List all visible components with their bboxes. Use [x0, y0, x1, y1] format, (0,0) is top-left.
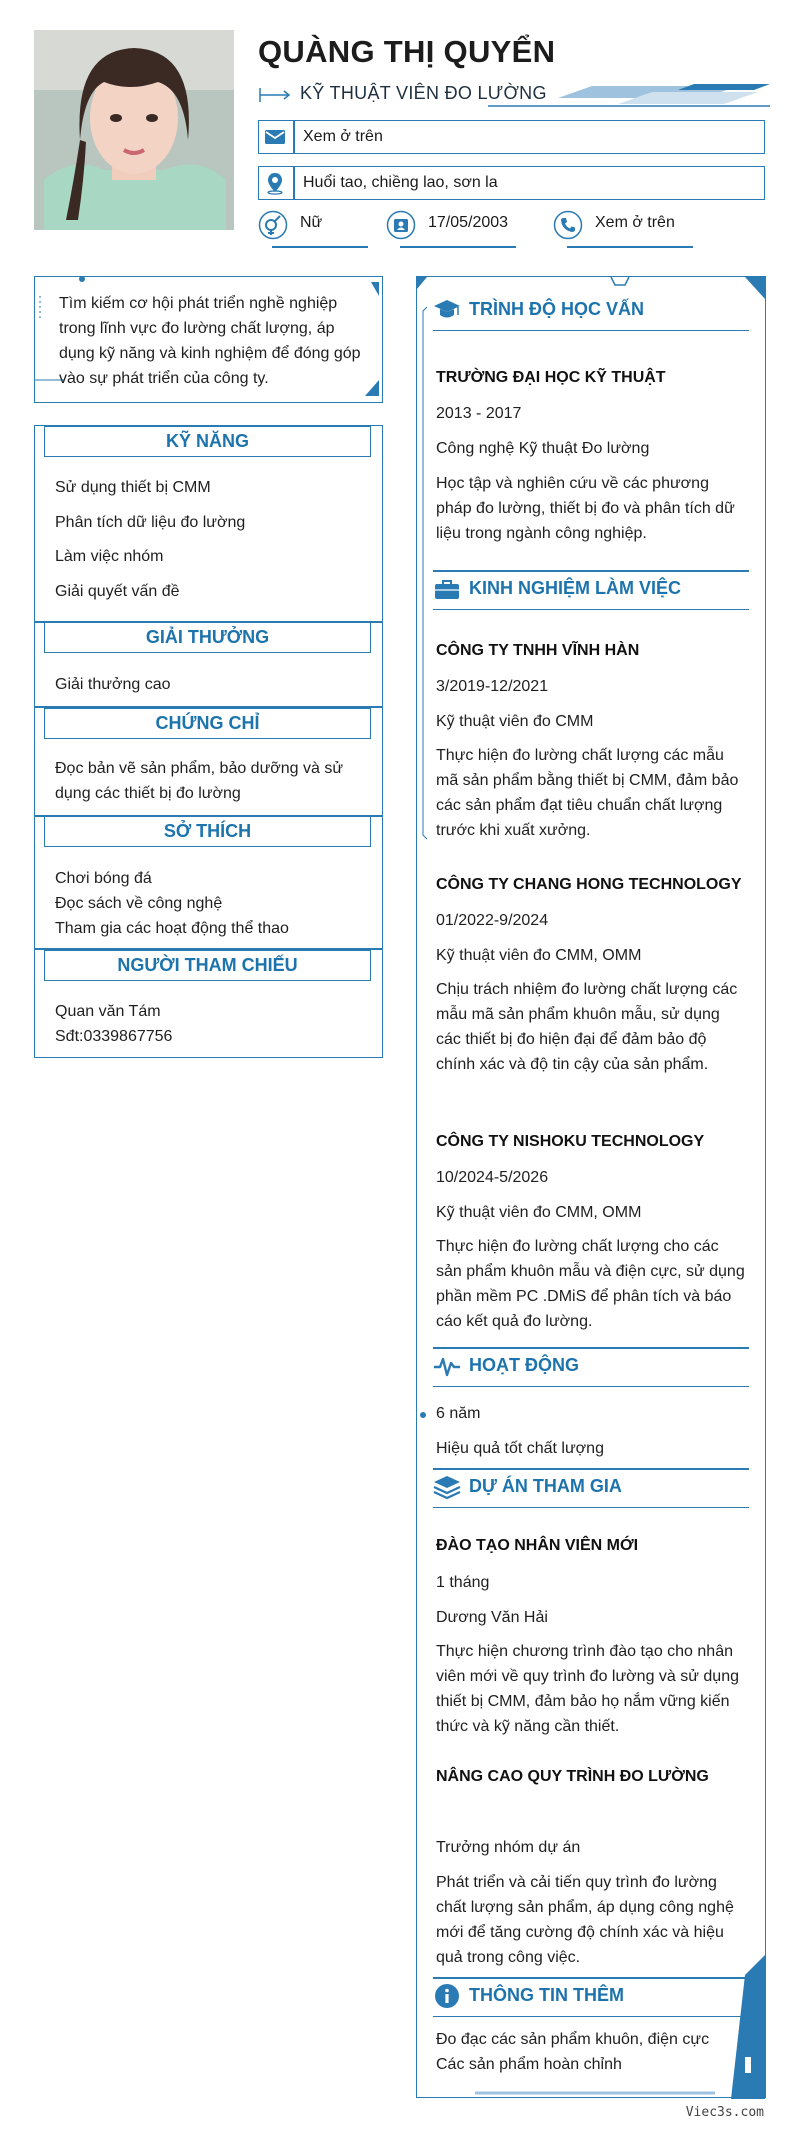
skill-item: Phân tích dữ liệu đo lường	[55, 514, 246, 531]
job-description: Thực hiện đo lường chất lượng cho các sản phẩm khuôn mẫu và điện cực, sử dụng phần mềm PC .DMiS để phân tích và báo cáo kết quả đo lường.	[436, 1238, 745, 1330]
briefcase-icon	[433, 576, 461, 602]
job-title-row	[258, 82, 770, 108]
additional-section-title	[433, 1977, 749, 2017]
hobbies-heading: SỞ THÍCH	[44, 816, 371, 847]
divider	[293, 167, 295, 199]
layers-icon	[433, 1474, 461, 1500]
email-value: Xem ở trên	[303, 128, 383, 145]
projects-title: DỰ ÁN THAM GIA	[469, 1476, 622, 1496]
certificate-text: Đọc bản vẽ sản phẩm, bảo dưỡng và sử dụng các thiết bị đo lường	[55, 760, 344, 802]
main-content-panel	[416, 276, 766, 2098]
project-role: Dương Văn Hải	[436, 1609, 548, 1626]
gender-icon	[258, 210, 288, 240]
experience-title: KINH NGHIỆM LÀM VIỆC	[469, 578, 682, 598]
pulse-icon	[433, 1353, 461, 1379]
skill-item: Làm việc nhóm	[55, 548, 164, 565]
references-heading: NGƯỜI THAM CHIẾU	[44, 950, 371, 981]
candidate-name: QUÀNG THỊ QUYỂN	[258, 34, 556, 69]
awards-heading: GIẢI THƯỞNG	[44, 622, 371, 653]
email-row	[258, 120, 765, 154]
activity-item: Hiệu quả tốt chất lượng	[436, 1440, 604, 1457]
underline	[272, 246, 368, 248]
phone-item	[553, 208, 693, 248]
education-section-title	[433, 291, 749, 331]
additional-item: Đo đạc các sản phẩm khuôn, điện cực	[436, 2031, 710, 2048]
skills-heading: KỸ NĂNG	[44, 426, 371, 457]
job-period: 10/2024-5/2026	[436, 1169, 549, 1186]
phone-value: Xem ở trên	[595, 214, 675, 231]
info-icon	[433, 1983, 461, 2009]
reference-phone: Sđt:0339867756	[55, 1028, 173, 1045]
divider	[293, 121, 295, 153]
education-period: 2013 - 2017	[436, 405, 522, 422]
title-overline	[433, 1977, 749, 1979]
award-item: Giải thưởng cao	[55, 676, 171, 693]
job-position: Kỹ thuật viên đo CMM	[436, 713, 594, 730]
experience-section-title	[433, 570, 749, 610]
project-description: Thực hiện chương trình đào tạo cho nhân viên mới về quy trình đo lường và sử dụng thiết bị CMM, đảm bảo họ nắm vững kiến thức và kỹ năng cần thiết.	[436, 1643, 739, 1735]
objective-text: Tìm kiếm cơ hội phát triển nghề nghiệp trong lĩnh vực đo lường chất lượng, áp dụng kỹ năng và kinh nghiệm để đóng góp vào sự phát triển của công ty.	[59, 295, 361, 387]
education-title: TRÌNH ĐỘ HỌC VẤN	[469, 299, 644, 319]
project-role: Trưởng nhóm dự án	[436, 1839, 581, 1856]
activity-item: 6 năm	[436, 1405, 481, 1422]
birthdate-value: 17/05/2003	[428, 214, 509, 231]
left-sidebar-panel	[34, 425, 383, 1058]
job-description: Chịu trách nhiệm đo lường chất lượng các mẫu mã sản phẩm khuôn mẫu, sử dụng các thiết bị đo hiện đại để đảm bảo độ chính xác và độ tin cậy của sản phẩm.	[436, 981, 738, 1073]
underline	[567, 246, 693, 248]
company-name: CÔNG TY CHANG HONG TECHNOLOGY	[436, 876, 742, 893]
phone-icon	[553, 210, 583, 240]
objective-box	[34, 276, 383, 403]
address-row	[258, 166, 765, 200]
additional-title: THÔNG TIN THÊM	[469, 1985, 624, 2005]
watermark: Viec3s.com	[685, 2105, 764, 2120]
project-name: ĐÀO TẠO NHÂN VIÊN MỚI	[436, 1537, 639, 1554]
location-icon	[263, 171, 287, 195]
projects-section-title	[433, 1468, 749, 1508]
reference-name: Quan văn Tám	[55, 1003, 161, 1020]
job-position: Kỹ thuật viên đo CMM, OMM	[436, 947, 642, 964]
activities-section-title	[433, 1347, 749, 1387]
project-name: NÂNG CAO QUY TRÌNH ĐO LƯỜNG	[436, 1768, 709, 1785]
address-value: Huổi tao, chiềng lao, sơn la	[303, 174, 498, 191]
title-underline	[433, 330, 749, 332]
certificates-heading: CHỨNG CHỈ	[44, 708, 371, 739]
mail-icon	[263, 125, 287, 149]
job-description: Thực hiện đo lường chất lượng các mẫu mã sản phẩm bằng thiết bị CMM, đảm bảo các sản phẩm đạt tiêu chuẩn chất lượng trước khi xuất xưởng.	[436, 747, 739, 839]
education-major: Công nghệ Kỹ thuật Đo lường	[436, 440, 650, 457]
id-card-icon	[386, 210, 416, 240]
title-overline	[433, 570, 749, 572]
title-underline	[433, 1507, 749, 1509]
company-name: CÔNG TY TNHH VĨNH HÀN	[436, 642, 640, 659]
hobby-item: Chơi bóng đá	[55, 870, 152, 887]
profile-photo	[34, 30, 234, 230]
job-position: Kỹ thuật viên đo CMM, OMM	[436, 1204, 642, 1221]
education-description: Học tập và nghiên cứu về các phương pháp đo lường, thiết bị đo và phân tích dữ liệu trong ngành công nghiệp.	[436, 475, 735, 542]
title-overline	[433, 1468, 749, 1470]
title-underline	[433, 1386, 749, 1388]
job-title: KỸ THUẬT VIÊN ĐO LƯỜNG	[300, 83, 547, 103]
hobby-item: Đọc sách về công nghệ	[55, 895, 223, 912]
hobby-item: Tham gia các hoạt động thể thao	[55, 920, 289, 937]
title-overline	[433, 1347, 749, 1349]
graduation-cap-icon	[433, 297, 461, 323]
job-period: 01/2022-9/2024	[436, 912, 549, 929]
skill-item: Sử dụng thiết bị CMM	[55, 479, 211, 496]
gender-item	[258, 208, 368, 248]
job-period: 3/2019-12/2021	[436, 678, 549, 695]
skill-item: Giải quyết vấn đề	[55, 583, 180, 600]
project-description: Phát triển và cải tiến quy trình đo lường chất lượng sản phẩm, áp dụng công nghệ mới để tăng cường độ chính xác và hiệu quả trong công việc.	[436, 1874, 734, 1966]
company-name: CÔNG TY NISHOKU TECHNOLOGY	[436, 1133, 705, 1150]
gender-value: Nữ	[300, 214, 323, 231]
school-name: TRƯỜNG ĐẠI HỌC KỸ THUẬT	[436, 369, 666, 386]
title-underline	[433, 2016, 749, 2018]
project-duration: 1 tháng	[436, 1574, 490, 1591]
activities-title: HOẠT ĐỘNG	[469, 1355, 579, 1375]
title-underline	[433, 609, 749, 611]
additional-item: Các sản phẩm hoàn chỉnh	[436, 2056, 622, 2073]
underline	[400, 246, 516, 248]
birthdate-item	[386, 208, 516, 248]
